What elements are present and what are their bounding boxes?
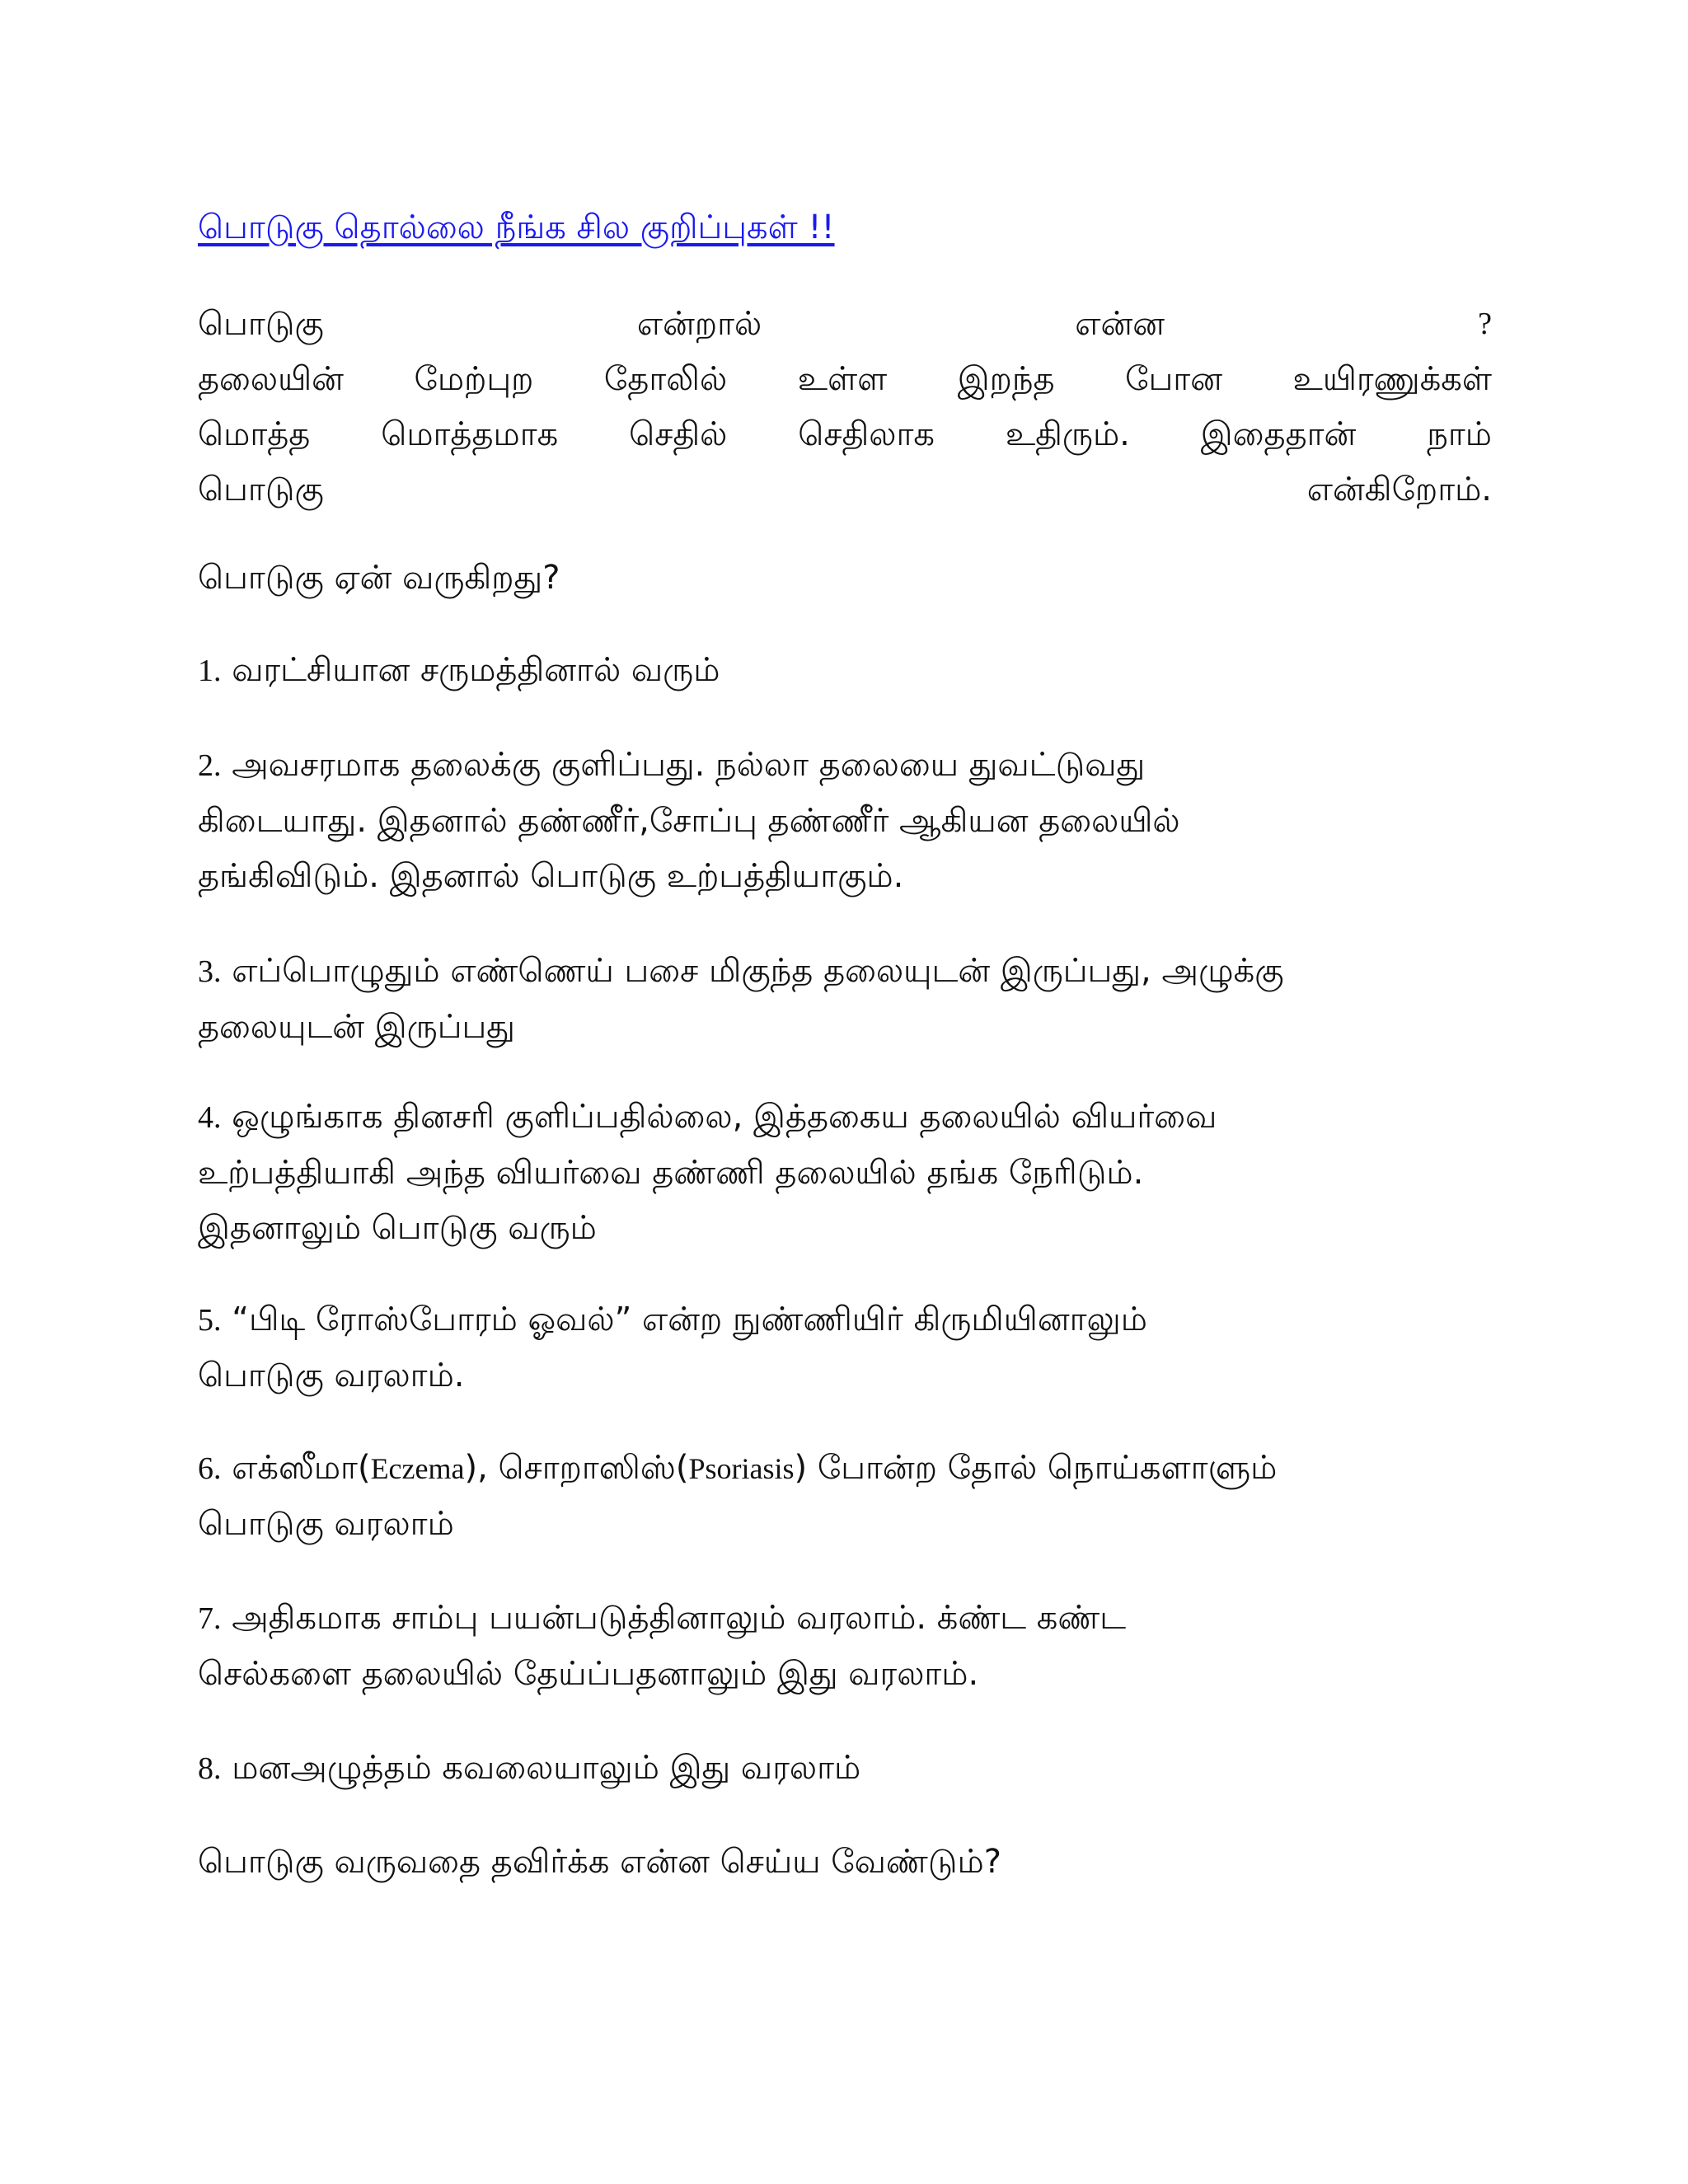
intro-word: மொத்த bbox=[198, 415, 311, 453]
intro-line-1 bbox=[198, 352, 1492, 407]
item-line: செல்களை தலையில் தேய்ப்பதனாலும் இது வரலாம். bbox=[198, 1655, 979, 1693]
prevent-heading bbox=[198, 1835, 1492, 1890]
intro-line-3 bbox=[198, 462, 1492, 518]
intro-line-2 bbox=[198, 407, 1492, 462]
intro-word: என்கிறோம். bbox=[1306, 471, 1492, 509]
item-line: கிடையாது. இதனால் தண்ணீர்,சோப்பு தண்ணீர் ஆகியன தலையில் bbox=[198, 802, 1180, 840]
list-item bbox=[198, 1741, 1492, 1797]
intro-word: செதிலாக bbox=[798, 415, 935, 453]
list-item bbox=[198, 1090, 1492, 1256]
intro-question-line bbox=[198, 297, 1492, 352]
item-line: அதிகமாக சாம்பு பயன்படுத்தினாலும் வரலாம். க்ண்ட கண்ட bbox=[232, 1599, 1127, 1637]
intro-word: இறந்த bbox=[957, 360, 1055, 398]
item-number: 7. bbox=[198, 1601, 222, 1636]
intro-word: நாம் bbox=[1427, 415, 1492, 453]
item-line: பொடுகு வரலாம். bbox=[198, 1357, 465, 1394]
item-line: “பிடி ரோஸ்போரம் ஓவல்” என்ற நுண்ணியிர் கிருமியினாலும் bbox=[232, 1301, 1147, 1338]
intro-word: உயிரணுக்கள் bbox=[1292, 360, 1492, 398]
intro-word: செதில் bbox=[629, 415, 728, 453]
item-line: மனஅழுத்தம் கவலையாலும் இது வரலாம் bbox=[232, 1749, 861, 1787]
list-item bbox=[198, 1441, 1492, 1552]
item-number: 8. bbox=[198, 1751, 222, 1786]
intro-word: ? bbox=[1478, 307, 1492, 341]
intro-word: மொத்தமாக bbox=[381, 415, 559, 453]
item-line: வரட்சியான சருமத்தினால் வரும் bbox=[232, 651, 720, 689]
item-line: இதனாலும் பொடுகு வரும் bbox=[198, 1209, 597, 1247]
intro-word: உள்ள bbox=[797, 360, 888, 398]
intro-word: இதைதான் bbox=[1200, 415, 1357, 453]
item-text-part: ), சொறாஸிஸ்( bbox=[464, 1449, 689, 1487]
item-line: எப்பொழுதும் எண்ணெய் பசை மிகுந்த தலையுடன் இருப்பது, அழுக்கு bbox=[232, 952, 1284, 990]
intro-word: பொடுகு bbox=[198, 471, 324, 509]
why-heading-text: பொடுகு ஏன் வருகிறது? bbox=[198, 559, 560, 597]
item-latin-term: Eczema bbox=[370, 1452, 465, 1485]
item-number: 1. bbox=[198, 654, 222, 688]
item-line: தலையுடன் இருப்பது bbox=[198, 1008, 515, 1046]
prevent-heading-text: பொடுகு வருவதை தவிர்க்க என்ன செய்ய வேண்டும்? bbox=[198, 1843, 1001, 1881]
intro-word: மேற்புற bbox=[414, 360, 534, 398]
item-line: தங்கிவிடும். இதனால் பொடுகு உற்பத்தியாகும். bbox=[198, 857, 904, 895]
list-item bbox=[198, 738, 1492, 904]
item-text-part: ) போன்ற தோல் நொய்களாளும் bbox=[794, 1449, 1278, 1487]
intro-word: தலையின் bbox=[198, 360, 344, 398]
item-text-part: எக்ஸீமா( bbox=[232, 1449, 371, 1487]
intro-paragraph bbox=[198, 297, 1492, 518]
item-line: பொடுகு வரலாம் bbox=[198, 1505, 454, 1543]
intro-word: பொடுகு bbox=[198, 305, 324, 343]
list-item bbox=[198, 944, 1492, 1055]
item-number: 4. bbox=[198, 1100, 222, 1135]
item-line: அவசரமாக தலைக்கு குளிப்பது. நல்லா தலையை துவட்டுவது bbox=[232, 746, 1146, 784]
item-number: 5. bbox=[198, 1303, 222, 1338]
intro-word: போன bbox=[1125, 360, 1222, 398]
item-line: உற்பத்தியாகி அந்த வியர்வை தண்ணி தலையில் தங்க நேரிடும். bbox=[198, 1154, 1144, 1192]
list-item bbox=[198, 1591, 1492, 1702]
item-number: 6. bbox=[198, 1451, 222, 1486]
document-title-link[interactable]: பொடுகு தொல்லை நீங்க சில குறிப்புகள் !! bbox=[198, 209, 835, 246]
intro-word: உதிரும். bbox=[1005, 415, 1130, 453]
item-line: ஒழுங்காக தினசரி குளிப்பதில்லை, இத்தகைய தலையில் வியர்வை bbox=[232, 1098, 1217, 1136]
item-latin-term: Psoriasis bbox=[688, 1452, 795, 1485]
item-number: 3. bbox=[198, 954, 222, 989]
list-item bbox=[198, 1292, 1492, 1404]
list-item bbox=[198, 643, 1492, 699]
intro-word: என்றால் bbox=[636, 305, 762, 343]
item-number: 2. bbox=[198, 748, 222, 783]
intro-word: தோலில் bbox=[603, 360, 728, 398]
intro-word: என்ன bbox=[1075, 305, 1165, 343]
why-heading bbox=[198, 551, 1492, 606]
